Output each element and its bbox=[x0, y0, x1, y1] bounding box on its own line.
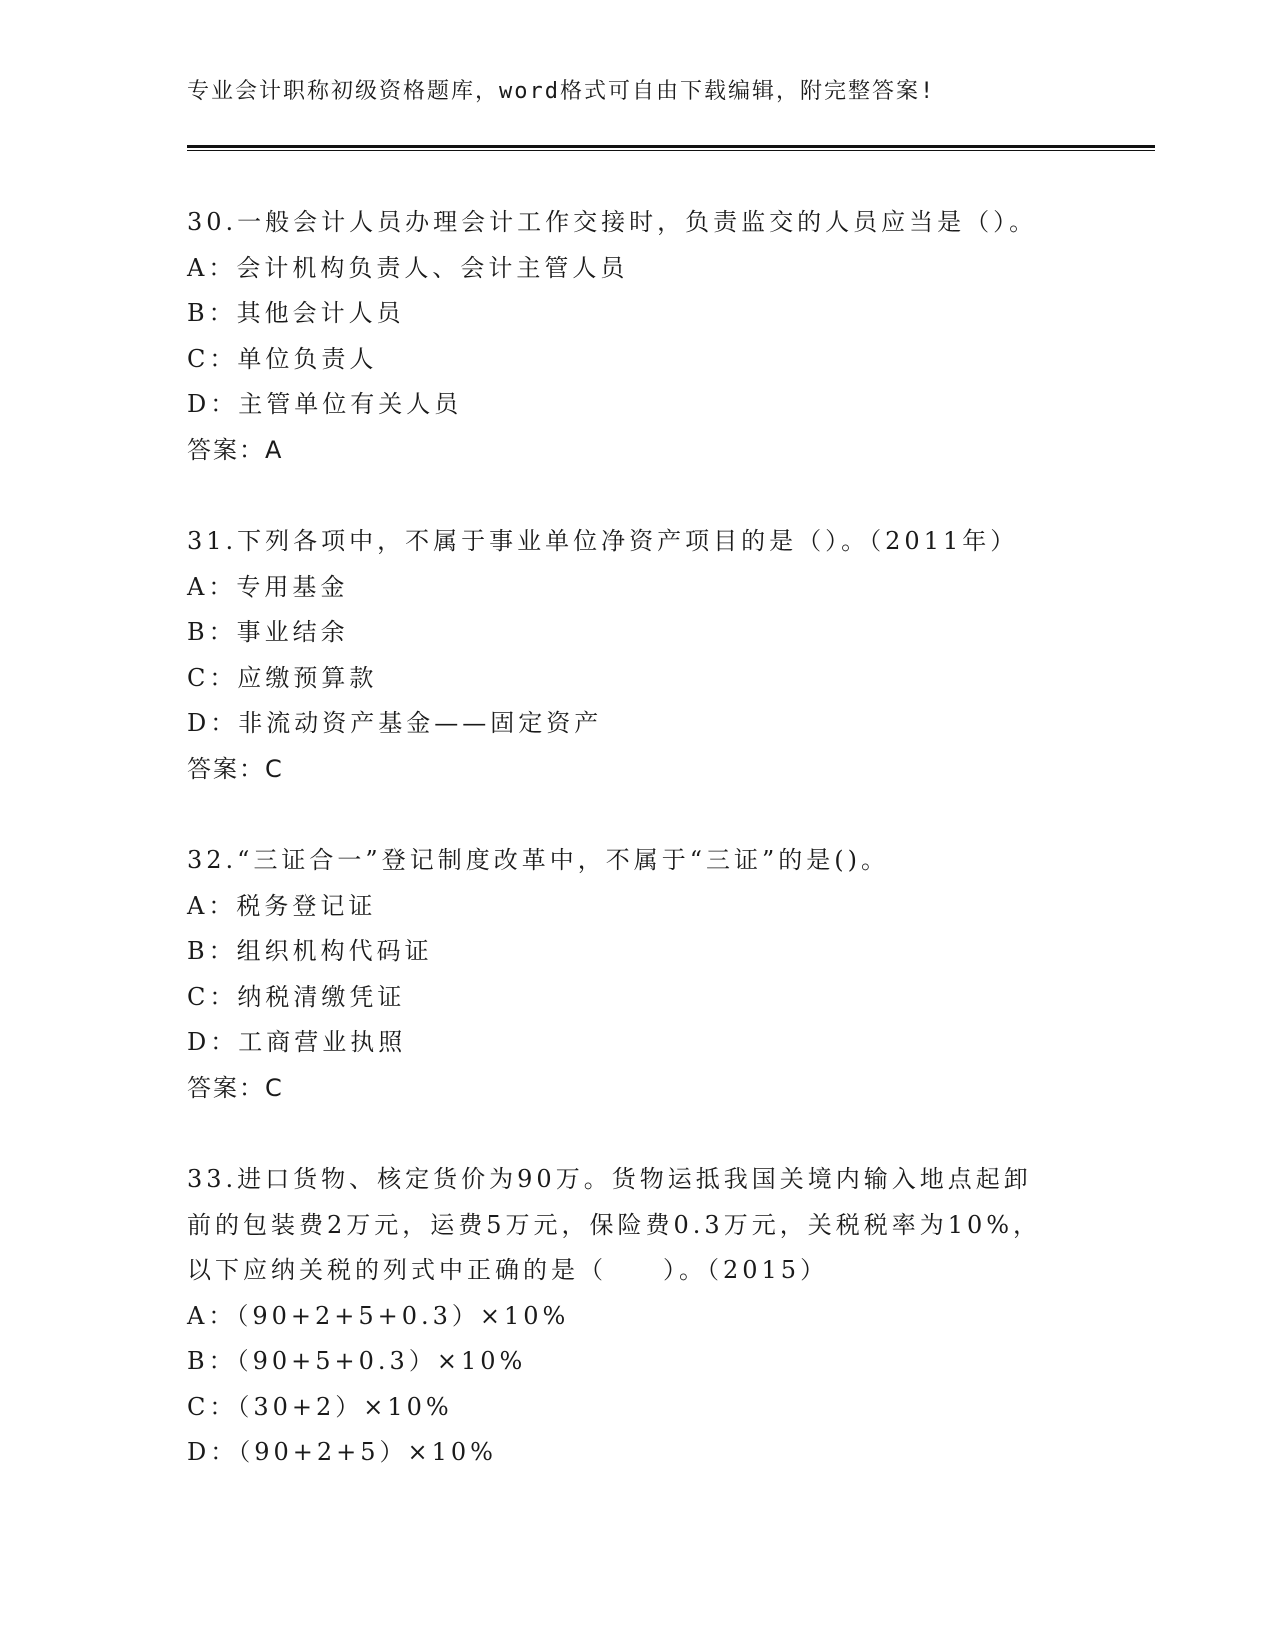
option-a: A：税务登记证 bbox=[187, 891, 377, 920]
option-b: B：事业结余 bbox=[187, 618, 349, 646]
page-header: 专业会计职称初级资格题库，word格式可自由下载编辑，附完整答案! bbox=[187, 79, 936, 104]
option-a: A：（90+2+5+0.3）×10% bbox=[187, 1301, 570, 1330]
question-stem-line-3: 以下应纳关税的列式中正确的是（ ）。（2015） bbox=[187, 1256, 829, 1284]
answer-label: 答案：C bbox=[187, 1073, 284, 1102]
question-stem: 31.下列各项中，不属于事业单位净资产项目的是（）。（2011年） bbox=[187, 527, 1019, 555]
answer-label: 答案：C bbox=[187, 754, 284, 783]
option-b: B：组织机构代码证 bbox=[187, 937, 433, 965]
question-spacer bbox=[187, 792, 1087, 838]
option-d: D：主管单位有关人员 bbox=[187, 390, 463, 418]
option-d: D：（90+2+5）×10% bbox=[187, 1438, 497, 1466]
question-block bbox=[187, 838, 1087, 1111]
option-d: D：非流动资产基金——固定资产 bbox=[187, 709, 603, 737]
answer-label: 答案：A bbox=[187, 435, 284, 464]
option-c: C：（30+2）×10% bbox=[187, 1392, 453, 1421]
option-a: A：专用基金 bbox=[187, 572, 349, 601]
option-d: D：工商营业执照 bbox=[187, 1028, 407, 1056]
option-c: C：单位负责人 bbox=[187, 344, 378, 373]
question-stem-line-2: 前的包装费2万元，运费5万元，保险费0.3万元，关税税率为10%， bbox=[187, 1210, 1042, 1239]
option-a: A：会计机构负责人、会计主管人员 bbox=[187, 253, 629, 282]
question-block bbox=[187, 1157, 1087, 1476]
question-stem-line-1: 33.进口货物、核定货价为90万。货物运抵我国关境内输入地点起卸 bbox=[187, 1165, 1032, 1193]
question-block bbox=[187, 519, 1087, 792]
question-spacer bbox=[187, 1111, 1087, 1157]
question-block bbox=[187, 200, 1087, 473]
question-stem: 32.“三证合一”登记制度改革中，不属于“三证”的是()。 bbox=[187, 846, 889, 874]
option-b: B：（90+5+0.3）×10% bbox=[187, 1347, 527, 1375]
option-c: C：应缴预算款 bbox=[187, 663, 378, 692]
header-divider bbox=[187, 145, 1155, 151]
option-c: C：纳税清缴凭证 bbox=[187, 982, 406, 1011]
option-b: B：其他会计人员 bbox=[187, 299, 405, 327]
question-spacer bbox=[187, 473, 1087, 519]
question-list bbox=[187, 200, 1087, 1476]
question-stem: 30.一般会计人员办理会计工作交接时，负责监交的人员应当是（）。 bbox=[187, 208, 1038, 236]
